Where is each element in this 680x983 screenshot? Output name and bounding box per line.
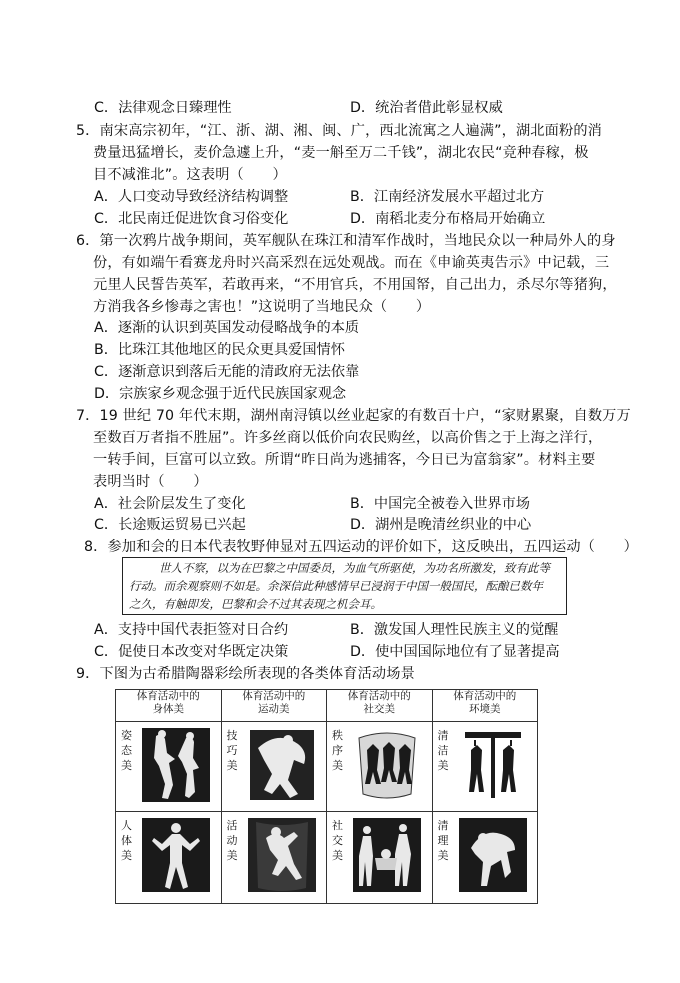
table-header-row	[116, 690, 538, 722]
cell-order	[327, 722, 433, 812]
label-clean-beauty: 清 洁 美	[437, 729, 449, 772]
q7-stem-line-2: 至数百万者指不胜屈”。许多丝商以低价向农民购丝，以高价售之于上海之洋行，	[93, 430, 603, 446]
q4-option-c: C．法律观念日臻理性	[94, 100, 232, 116]
cell-skill	[221, 722, 327, 812]
header-body-beauty: 体育活动中的 身体美	[116, 690, 222, 722]
q5-stem-line-1: 5．南宋高宗初年，“江、浙、湖、湘、闽、广，西北流寓之人遍满”，湖北面粉的消	[76, 123, 602, 139]
q5-stem-line-3: 目不减淮北”。这表明（ ）	[93, 167, 287, 183]
label-posture-beauty: 姿 态 美	[121, 729, 132, 772]
q6-option-a: A．逐渐的认识到英国发动侵略战争的本质	[94, 320, 360, 336]
q6-stem-line-4: 方消我各乡惨毒之害也！”这说明了当地民众（ ）	[93, 299, 431, 315]
pottery-painting-activity	[248, 818, 316, 892]
q7-option-b: B．中国完全被卷入世界市场	[350, 496, 530, 512]
q4-option-d: D．统治者借此彰显权威	[350, 100, 503, 116]
label-human-body-beauty: 人 体 美	[121, 819, 132, 862]
cell-tidy	[432, 812, 538, 904]
table-row	[116, 722, 538, 812]
label-social-beauty: 社 交 美	[332, 819, 343, 862]
q5-option-a: A．人口变动导致经济结构调整	[94, 189, 289, 205]
q8-option-d: D．使中国国际地位有了显著提高	[350, 644, 560, 660]
header-environment-beauty: 体育活动中的 环境美	[432, 690, 538, 722]
cell-posture	[116, 722, 222, 812]
pottery-painting-skill	[248, 728, 316, 802]
q9-stem: 9．下图为古希腊陶器彩绘所表现的各类体育活动场景	[76, 666, 415, 682]
label-activity-beauty: 活 动 美	[226, 819, 238, 862]
pottery-painting-order	[353, 728, 421, 802]
cell-activity	[221, 812, 327, 904]
q7-option-a: A．社会阶层发生了变化	[94, 496, 246, 512]
cell-social	[327, 812, 433, 904]
cell-human-body	[116, 812, 222, 904]
q5-stem-line-2: 费量迅猛增长，麦价急遽上升，“麦一斛至万二千钱”，湖北农民“竞种春稼，极	[93, 145, 589, 161]
cell-clean	[432, 722, 538, 812]
q8-quote-line-1: 世人不察，以为在巴黎之中国委员，为血气所驱使，为功名所激发，致有此等	[159, 561, 550, 575]
q5-option-b: B．江南经济发展水平超过北方	[350, 189, 545, 205]
q6-option-c: C．逐渐意识到落后无能的清政府无法依靠	[94, 364, 360, 380]
q8-quote-line-2: 行动。而余观察则不如是。余深信此种感情早已浸润于中国一般国民，酝酿已数年	[129, 579, 543, 593]
pottery-painting-tidy	[459, 818, 527, 892]
q8-quote-box	[122, 557, 567, 615]
pottery-painting-clean	[459, 728, 527, 802]
q6-stem-line-2: 份，有如端午看赛龙舟时兴高采烈在远处观战。而在《申谕英夷告示》中记载，三	[93, 255, 610, 271]
q7-stem-line-1: 7．19 世纪 70 年代末期，湖州南浔镇以丝业起家的有数百十户，“家财累聚，自数万万	[76, 408, 631, 424]
q7-option-c: C．长途贩运贸易已兴起	[94, 517, 246, 533]
label-order-beauty: 秩 序 美	[332, 729, 343, 772]
q8-option-a: A．支持中国代表拒签对日合约	[94, 622, 289, 638]
header-motion-beauty: 体育活动中的 运动美	[221, 690, 327, 722]
sports-pottery-table	[115, 689, 538, 904]
table-row	[116, 812, 538, 904]
q5-option-d: D．南稻北麦分布格局开始确立	[350, 211, 546, 227]
q7-stem-line-4: 表明当时（ ）	[93, 474, 208, 490]
q6-option-d: D．宗族家乡观念强于近代民族国家观念	[94, 386, 347, 402]
header-social-beauty: 体育活动中的 社交美	[327, 690, 433, 722]
label-skill-beauty: 技 巧 美	[226, 729, 238, 772]
q5-option-c: C．北民南迁促进饮食习俗变化	[94, 211, 289, 227]
pottery-painting-human-body	[142, 818, 210, 892]
q6-stem-line-3: 元里人民誓告英军，若敢再来，“不用官兵，不用国帑，自己出力，杀尽尔等猪狗，	[93, 277, 617, 293]
q6-stem-line-1: 6．第一次鸦片战争期间，英军舰队在珠江和清军作战时，当地民众以一种局外人的身	[76, 233, 616, 249]
q8-stem: 8．参加和会的日本代表牧野伸显对五四运动的评价如下，这反映出，五四运动（ ）	[84, 539, 639, 555]
pottery-painting-posture	[142, 728, 210, 802]
q8-option-c: C．促使日本改变对华既定决策	[94, 644, 289, 660]
q8-option-b: B．激发国人理性民族主义的觉醒	[350, 622, 559, 638]
q7-stem-line-3: 一转手间，巨富可以立致。所谓“昨日尚为逃捕客，今日已为富翁家”。材料主要	[93, 452, 596, 468]
q6-option-b: B．比珠江其他地区的民众更具爱国情怀	[94, 342, 345, 358]
q8-quote-line-3: 之久，有触即发，巴黎和会不过其表现之机会耳。	[129, 597, 382, 611]
pottery-painting-social	[353, 818, 421, 892]
q7-option-d: D．湖州是晚清丝织业的中心	[350, 517, 532, 533]
label-tidy-beauty: 清 理 美	[437, 819, 449, 862]
